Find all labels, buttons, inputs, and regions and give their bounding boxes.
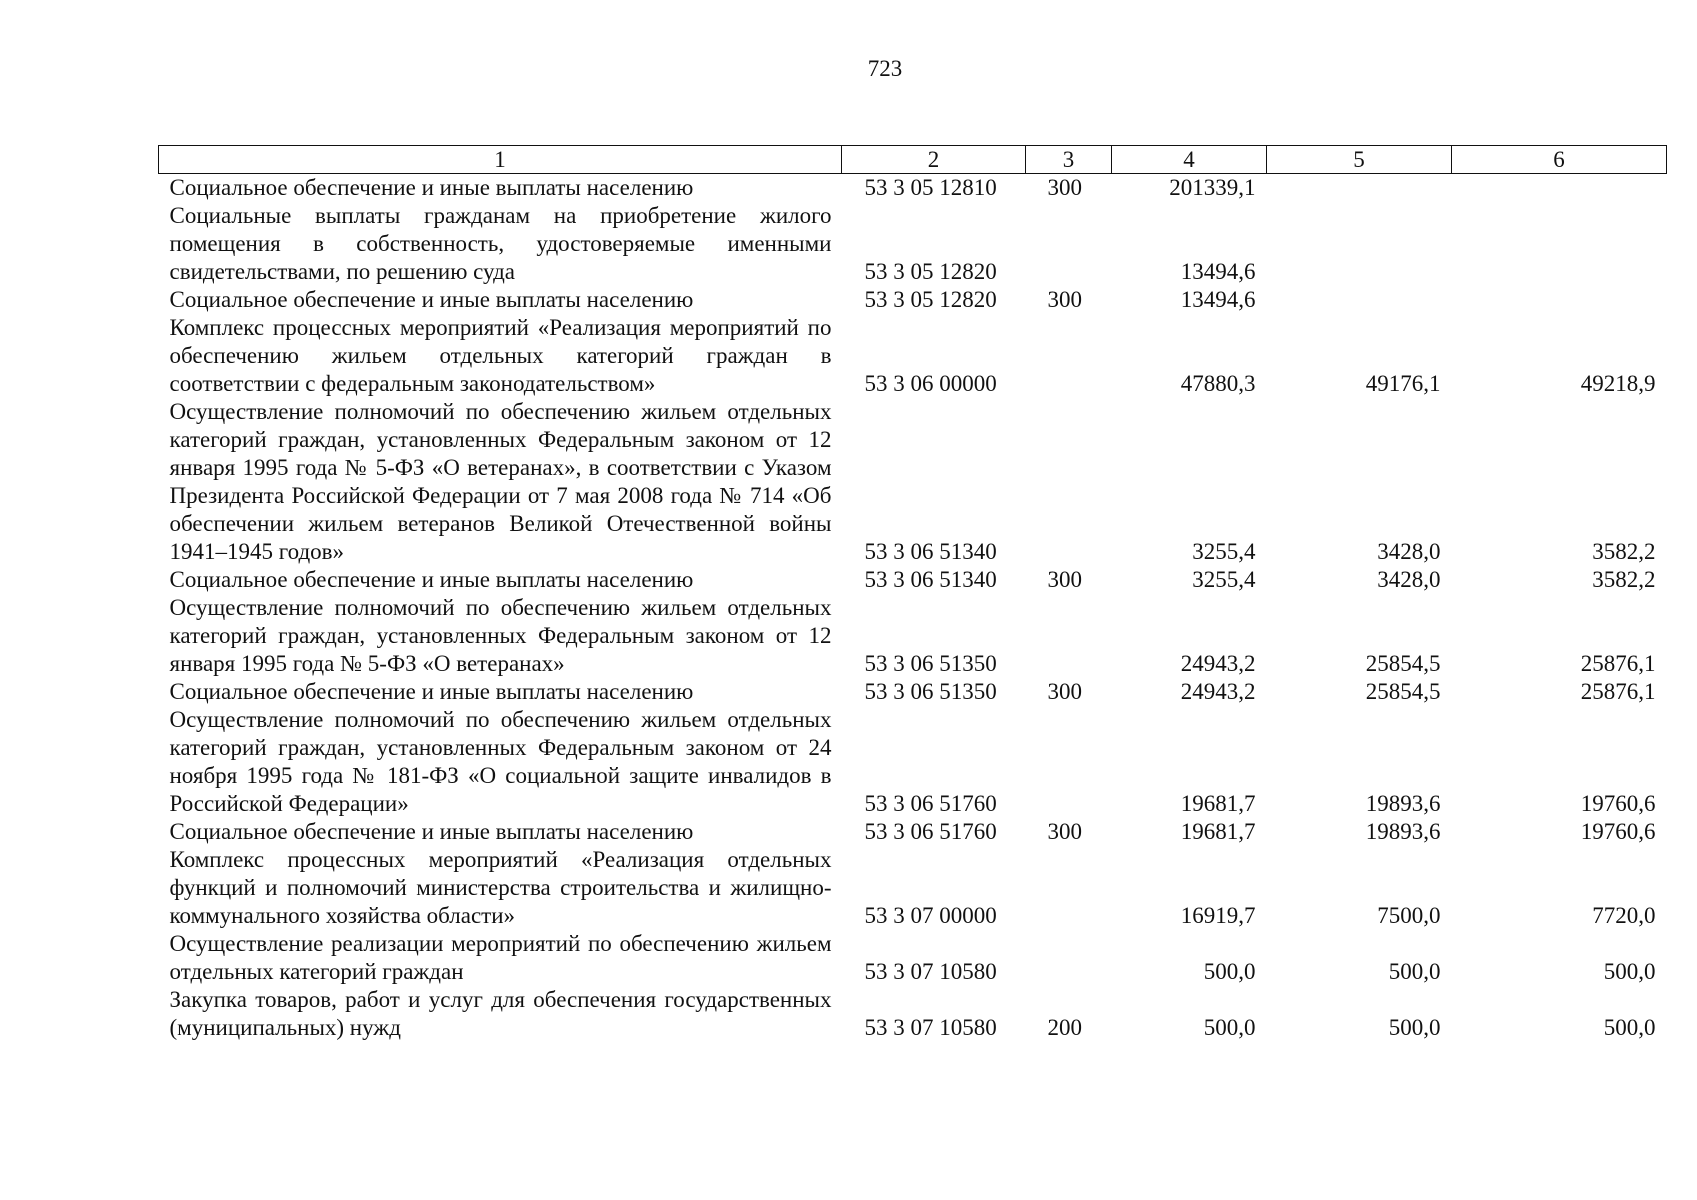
column-header-amount-3: 6	[1452, 146, 1667, 174]
table-row	[159, 706, 1667, 818]
row-code: 53 3 07 10580	[864, 959, 997, 984]
row-name: Социальное обеспечение и иные выплаты населению	[169, 819, 694, 844]
row-code: 53 3 07 00000	[864, 903, 997, 928]
row-amount-3: 25876,1	[1580, 651, 1656, 676]
row-expense-type	[1026, 706, 1112, 818]
row-amount-1: 3255,4	[1192, 567, 1256, 592]
row-amount-3	[1452, 286, 1667, 314]
row-code: 53 3 06 51340	[864, 567, 997, 592]
row-amount-3: 49218,9	[1580, 371, 1656, 396]
row-name: Осуществление реализации мероприятий по обеспечению жильем отдельных категорий граждан	[169, 931, 832, 984]
row-name: Комплекс процессных мероприятий «Реализация отдельных функций и полномочий министерства строительства и жилищно-коммунального хозяйства области»	[169, 847, 832, 928]
header-row	[159, 146, 1667, 174]
row-code: 53 3 06 51760	[864, 791, 997, 816]
row-name: Комплекс процессных мероприятий «Реализация мероприятий по обеспечению жильем отдельных категорий граждан в соответствии с федеральным законодательством»	[169, 315, 832, 396]
row-amount-3: 7720,0	[1592, 903, 1656, 928]
row-amount-2: 3428,0	[1377, 567, 1441, 592]
row-name: Осуществление полномочий по обеспечению жильем отдельных категорий граждан, установленных Федеральным законом от 24 ноября 1995 года № 181-ФЗ «О социальной защите инвалидов в Российской Федерации»	[169, 707, 832, 816]
row-amount-3: 3582,2	[1592, 567, 1656, 592]
row-amount-2: 7500,0	[1377, 903, 1441, 928]
row-expense-type: 300	[1047, 175, 1082, 200]
row-amount-2	[1267, 202, 1452, 286]
table-row	[159, 314, 1667, 398]
row-amount-3: 19760,6	[1580, 791, 1656, 816]
row-name: Социальное обеспечение и иные выплаты населению	[169, 287, 694, 312]
row-amount-1: 13494,6	[1180, 287, 1256, 312]
row-amount-3: 500,0	[1603, 959, 1656, 984]
row-expense-type: 300	[1047, 819, 1082, 844]
row-code: 53 3 06 00000	[864, 371, 997, 396]
row-amount-1: 500,0	[1203, 1015, 1256, 1040]
row-amount-3: 500,0	[1603, 1015, 1656, 1040]
column-header-code: 2	[842, 146, 1026, 174]
table-body	[159, 174, 1667, 1043]
table-row	[159, 678, 1667, 706]
table-row	[159, 174, 1667, 203]
row-amount-2: 500,0	[1388, 1015, 1441, 1040]
budget-table	[158, 145, 1667, 1042]
row-code: 53 3 06 51760	[864, 819, 997, 844]
row-name: Социальное обеспечение и иные выплаты населению	[169, 175, 694, 200]
row-amount-1: 201339,1	[1169, 175, 1256, 200]
table-row	[159, 818, 1667, 846]
row-amount-1: 24943,2	[1180, 679, 1256, 704]
row-name: Социальное обеспечение и иные выплаты населению	[169, 679, 694, 704]
row-amount-3: 3582,2	[1592, 539, 1656, 564]
column-header-amount-2: 5	[1267, 146, 1452, 174]
row-code: 53 3 05 12810	[864, 175, 997, 200]
column-header-expense-type: 3	[1026, 146, 1112, 174]
row-amount-1: 13494,6	[1180, 259, 1256, 284]
row-amount-1: 500,0	[1203, 959, 1256, 984]
row-expense-type: 300	[1047, 287, 1082, 312]
row-name: Осуществление полномочий по обеспечению жильем отдельных категорий граждан, установленных Федеральным законом от 12 января 1995 года № 5-ФЗ «О ветеранах»	[169, 595, 832, 676]
row-code: 53 3 05 12820	[864, 287, 997, 312]
row-amount-1: 19681,7	[1180, 819, 1256, 844]
table-row	[159, 594, 1667, 678]
row-expense-type	[1026, 314, 1112, 398]
row-amount-2	[1267, 286, 1452, 314]
row-amount-2: 19893,6	[1365, 791, 1441, 816]
row-code: 53 3 06 51340	[864, 539, 997, 564]
row-amount-2: 25854,5	[1365, 679, 1441, 704]
row-amount-1: 19681,7	[1180, 791, 1256, 816]
row-code: 53 3 06 51350	[864, 651, 997, 676]
row-amount-2: 25854,5	[1365, 651, 1441, 676]
row-name: Социальные выплаты гражданам на приобретение жилого помещения в собственность, удостоверяемые именными свидетельствами, по решению суда	[169, 203, 832, 284]
row-expense-type: 200	[1047, 1015, 1082, 1040]
row-name: Социальное обеспечение и иные выплаты населению	[169, 567, 694, 592]
row-amount-2: 3428,0	[1377, 539, 1441, 564]
row-expense-type	[1026, 930, 1112, 986]
row-expense-type	[1026, 594, 1112, 678]
table-header	[159, 146, 1667, 174]
row-amount-2: 49176,1	[1365, 371, 1441, 396]
row-code: 53 3 07 10580	[864, 1015, 997, 1040]
row-expense-type: 300	[1047, 679, 1082, 704]
page-number: 723	[867, 56, 903, 81]
table-row	[159, 398, 1667, 566]
row-amount-3: 19760,6	[1580, 819, 1656, 844]
row-amount-2	[1267, 174, 1452, 203]
row-amount-2: 500,0	[1388, 959, 1441, 984]
table-row	[159, 202, 1667, 286]
row-code: 53 3 06 51350	[864, 679, 997, 704]
table-row	[159, 846, 1667, 930]
row-amount-1: 47880,3	[1180, 371, 1256, 396]
row-code: 53 3 05 12820	[864, 259, 997, 284]
row-amount-1: 24943,2	[1180, 651, 1256, 676]
table-row	[159, 566, 1667, 594]
row-amount-3	[1452, 174, 1667, 203]
row-amount-3	[1452, 202, 1667, 286]
row-amount-1: 3255,4	[1192, 539, 1256, 564]
row-name: Осуществление полномочий по обеспечению жильем отдельных категорий граждан, установленных Федеральным законом от 12 января 1995 года № 5-ФЗ «О ветеранах», в соответствии с Указом Президента Российской Федерации от 7 мая 2008 года № 714 «Об обеспечении жильем ветеранов Великой Отечественной войны 1941–1945 годов»	[169, 399, 832, 564]
table-row	[159, 286, 1667, 314]
row-name: Закупка товаров, работ и услуг для обеспечения государственных (муниципальных) нужд	[169, 987, 832, 1040]
row-expense-type	[1026, 202, 1112, 286]
row-amount-2: 19893,6	[1365, 819, 1441, 844]
row-expense-type: 300	[1047, 567, 1082, 592]
row-expense-type	[1026, 846, 1112, 930]
row-expense-type	[1026, 398, 1112, 566]
row-amount-3: 25876,1	[1580, 679, 1656, 704]
row-amount-1: 16919,7	[1180, 903, 1256, 928]
table-row	[159, 986, 1667, 1042]
column-header-amount-1: 4	[1112, 146, 1267, 174]
table-row	[159, 930, 1667, 986]
column-header-name: 1	[159, 146, 842, 174]
